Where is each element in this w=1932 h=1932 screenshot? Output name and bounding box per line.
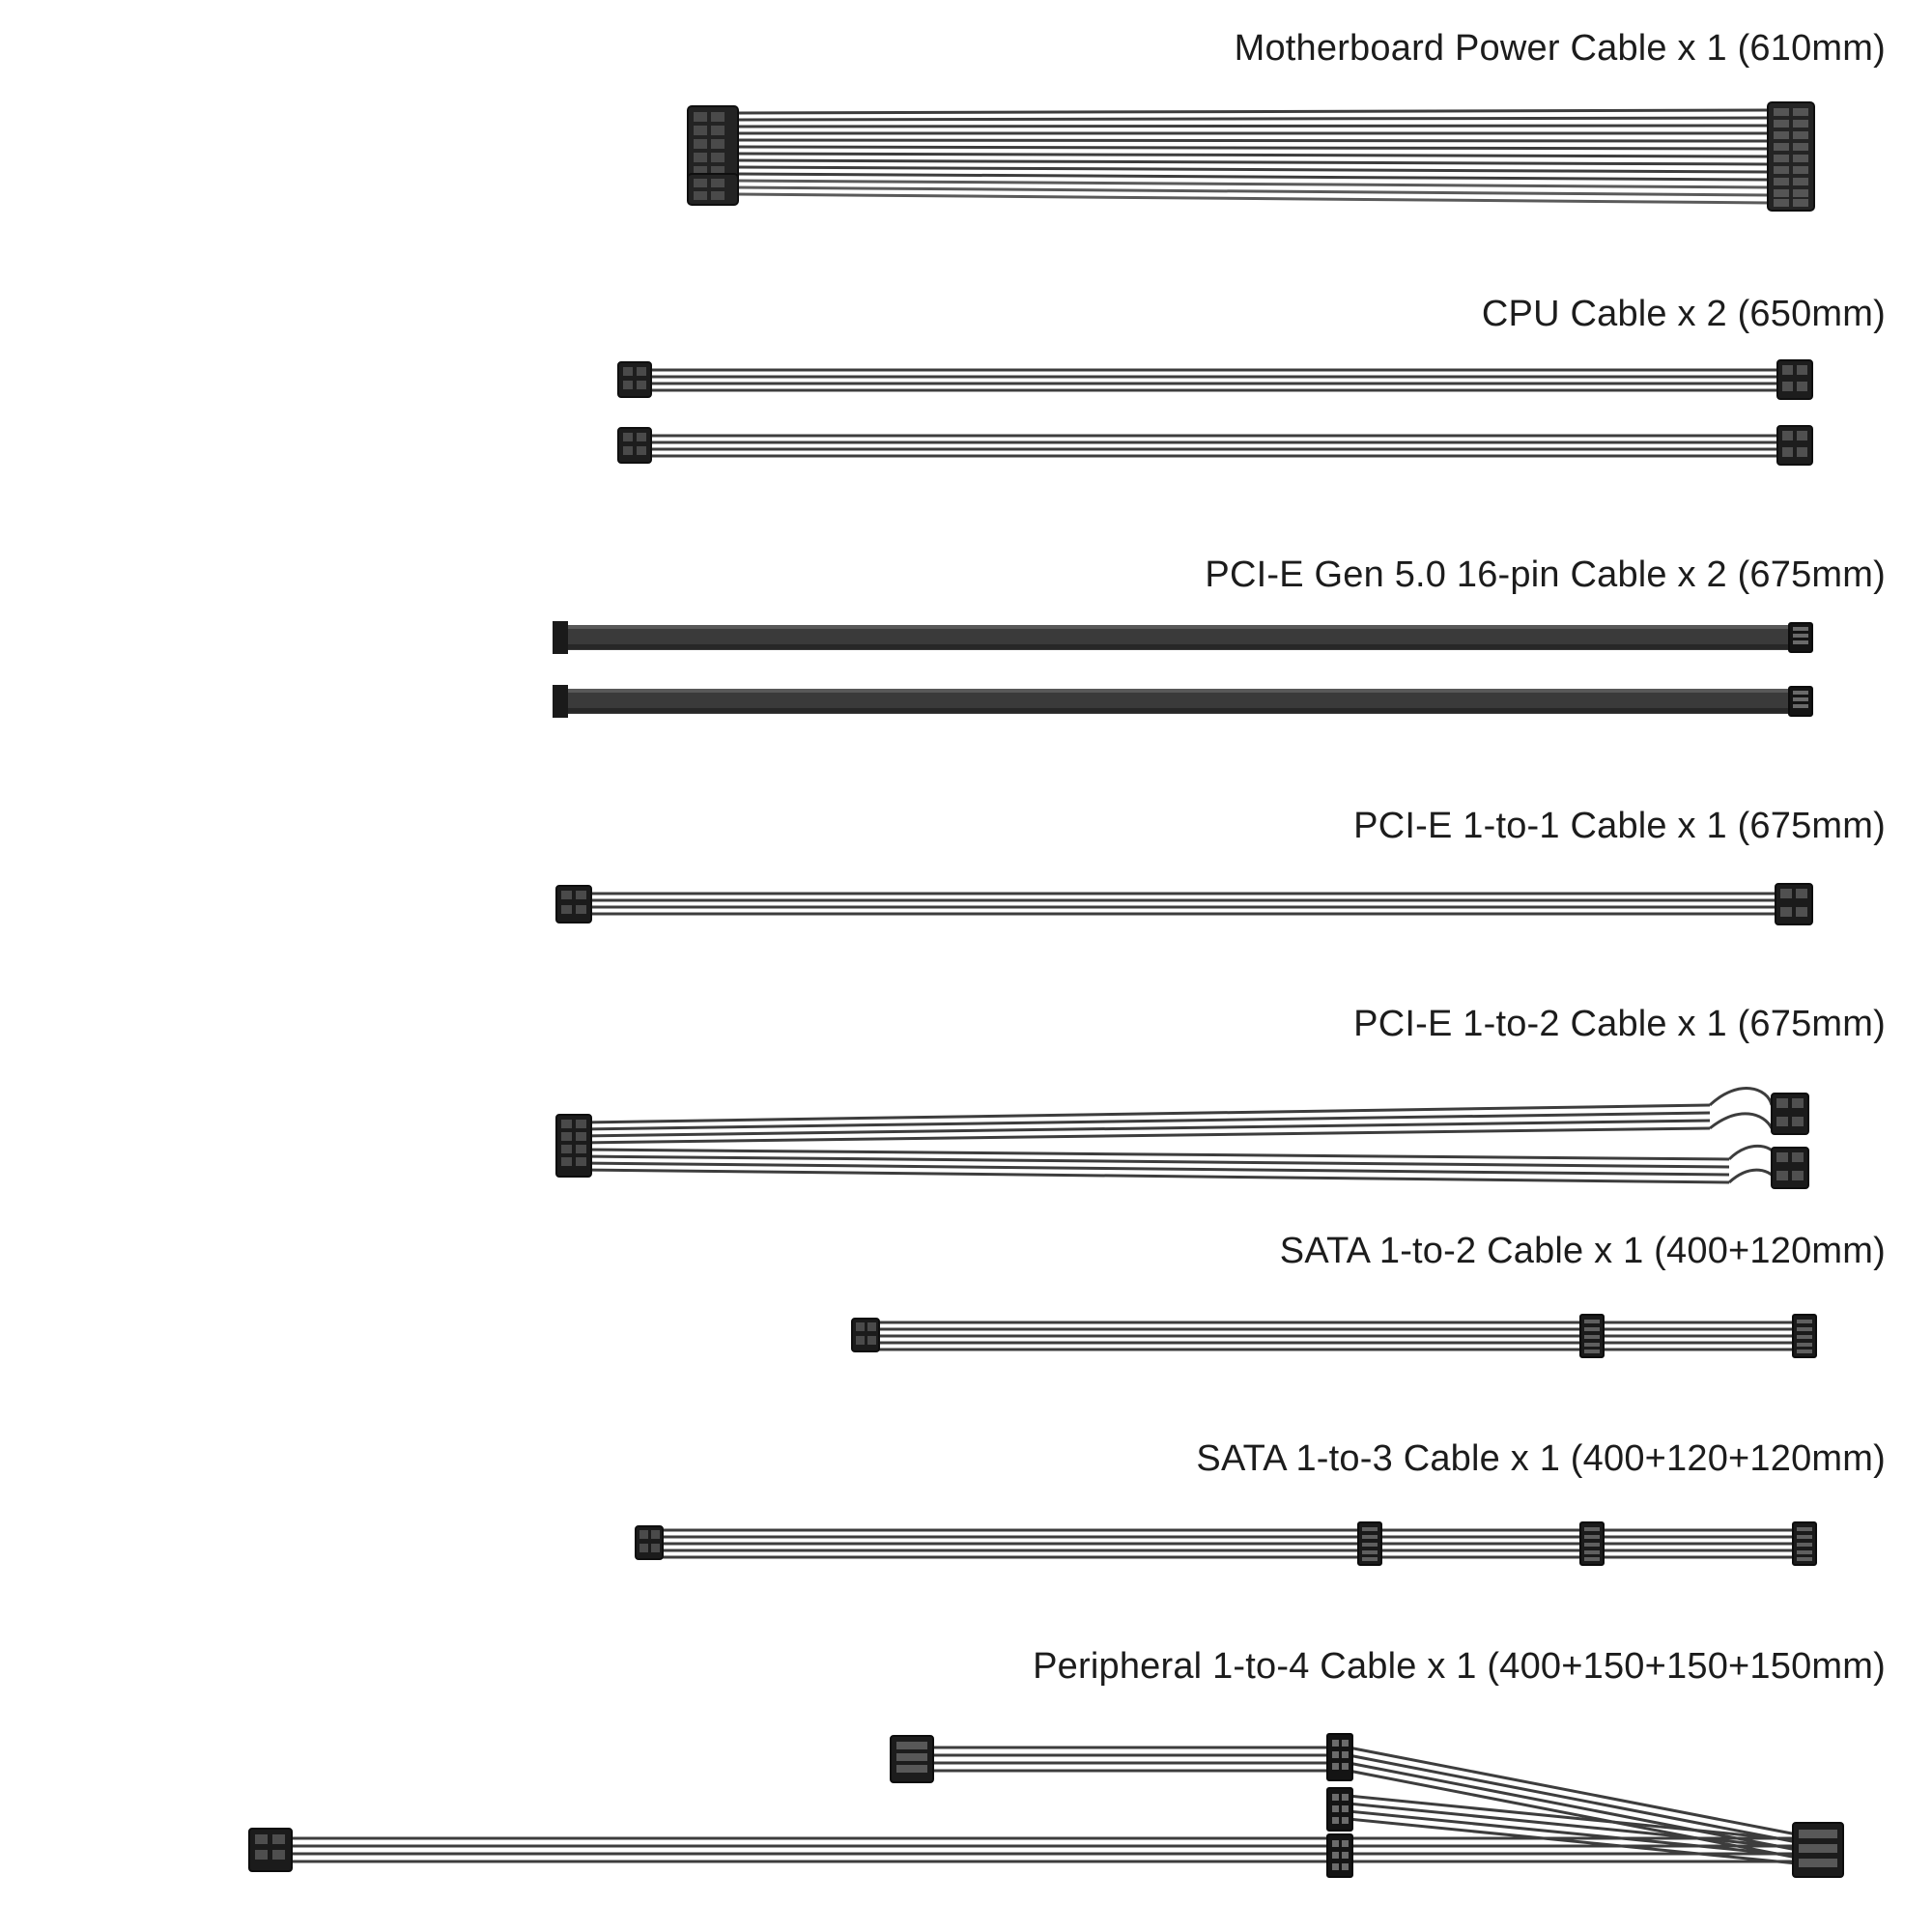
cable-illustration-sata-1-to-2: [0, 1272, 1932, 1388]
cable-illustration-cpu: [0, 335, 1932, 480]
cable-caption-peripheral-1-to-4: Peripheral 1-to-4 Cable x 1 (400+150+150+150mm): [1033, 1646, 1886, 1687]
cable-group-sata-1-to-2: [0, 1232, 1932, 1388]
cable-illustration-sata-1-to-3: [0, 1480, 1932, 1596]
cable-illustration-pcie-1-to-2: [0, 1045, 1932, 1209]
cable-caption-sata-1-to-3: SATA 1-to-3 Cable x 1 (400+120+120mm): [1196, 1438, 1886, 1479]
cable-caption-motherboard-power: Motherboard Power Cable x 1 (610mm): [1234, 28, 1886, 69]
cable-caption-pcie-1-to-2: PCI-E 1-to-2 Cable x 1 (675mm): [1353, 1004, 1886, 1044]
cable-caption-cpu: CPU Cable x 2 (650mm): [1481, 294, 1886, 334]
cable-group-motherboard-power: [0, 29, 1932, 214]
cable-caption-sata-1-to-2: SATA 1-to-2 Cable x 1 (400+120mm): [1279, 1231, 1886, 1271]
cable-group-pcie-1-to-1: [0, 807, 1932, 963]
cable-caption-pcie-gen5-16pin: PCI-E Gen 5.0 16-pin Cable x 2 (675mm): [1205, 554, 1886, 595]
cable-illustration-peripheral-1-to-4: [0, 1688, 1932, 1910]
cable-caption-pcie-1-to-1: PCI-E 1-to-1 Cable x 1 (675mm): [1353, 806, 1886, 846]
cable-illustration-pcie-gen5-16pin: [0, 596, 1932, 741]
cable-group-peripheral-1-to-4: [0, 1647, 1932, 1910]
cable-group-sata-1-to-3: [0, 1439, 1932, 1596]
cable-group-pcie-gen5-16pin: [0, 555, 1932, 741]
cable-group-pcie-1-to-2: [0, 1005, 1932, 1209]
cable-illustration-motherboard-power: [0, 70, 1932, 214]
cable-group-cpu: [0, 295, 1932, 480]
cable-illustration-pcie-1-to-1: [0, 847, 1932, 963]
